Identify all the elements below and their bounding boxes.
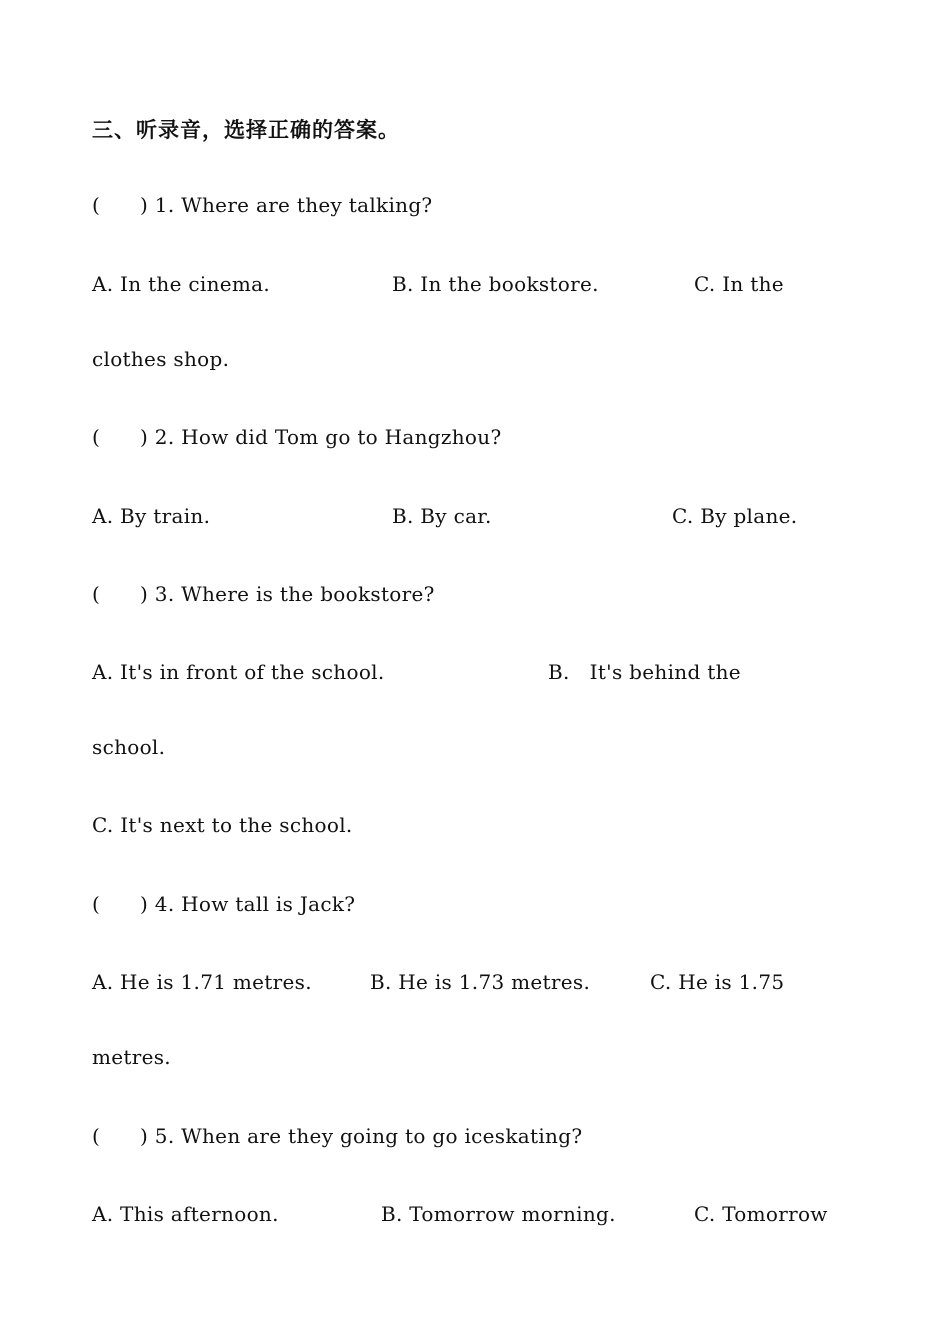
question-1-option-a: A. In the cinema. [92, 272, 271, 296]
question-3-stem: ( ) 3. Where is the bookstore? [92, 582, 435, 606]
question-4-option-c: C. He is 1.75 [650, 970, 785, 994]
question-3-option-c: C. It's next to the school. [92, 813, 353, 837]
section-title: 三、听录音，选择正确的答案。 [92, 118, 400, 142]
question-1-stem: ( ) 1. Where are they talking? [92, 193, 433, 217]
question-5-option-b: B. Tomorrow morning. [381, 1202, 616, 1226]
question-4-stem: ( ) 4. How tall is Jack? [92, 892, 356, 916]
question-3-option-b-continued: school. [92, 735, 166, 759]
question-5-stem: ( ) 5. When are they going to go iceskating? [92, 1124, 583, 1148]
question-2-option-c: C. By plane. [672, 504, 798, 528]
question-3-option-a: A. It's in front of the school. [92, 660, 385, 684]
question-2-option-b: B. By car. [392, 504, 492, 528]
question-2-option-a: A. By train. [92, 504, 211, 528]
question-3-option-b: B. It's behind the [548, 660, 741, 684]
question-4-option-c-continued: metres. [92, 1045, 171, 1069]
question-4-option-b: B. He is 1.73 metres. [370, 970, 591, 994]
question-5-option-a: A. This afternoon. [92, 1202, 279, 1226]
question-4-option-a: A. He is 1.71 metres. [92, 970, 312, 994]
question-2-stem: ( ) 2. How did Tom go to Hangzhou? [92, 425, 502, 449]
question-1-option-b: B. In the bookstore. [392, 272, 599, 296]
question-5-option-c: C. Tomorrow [694, 1202, 828, 1226]
question-1-option-c-continued: clothes shop. [92, 347, 230, 371]
question-1-option-c: C. In the [694, 272, 784, 296]
